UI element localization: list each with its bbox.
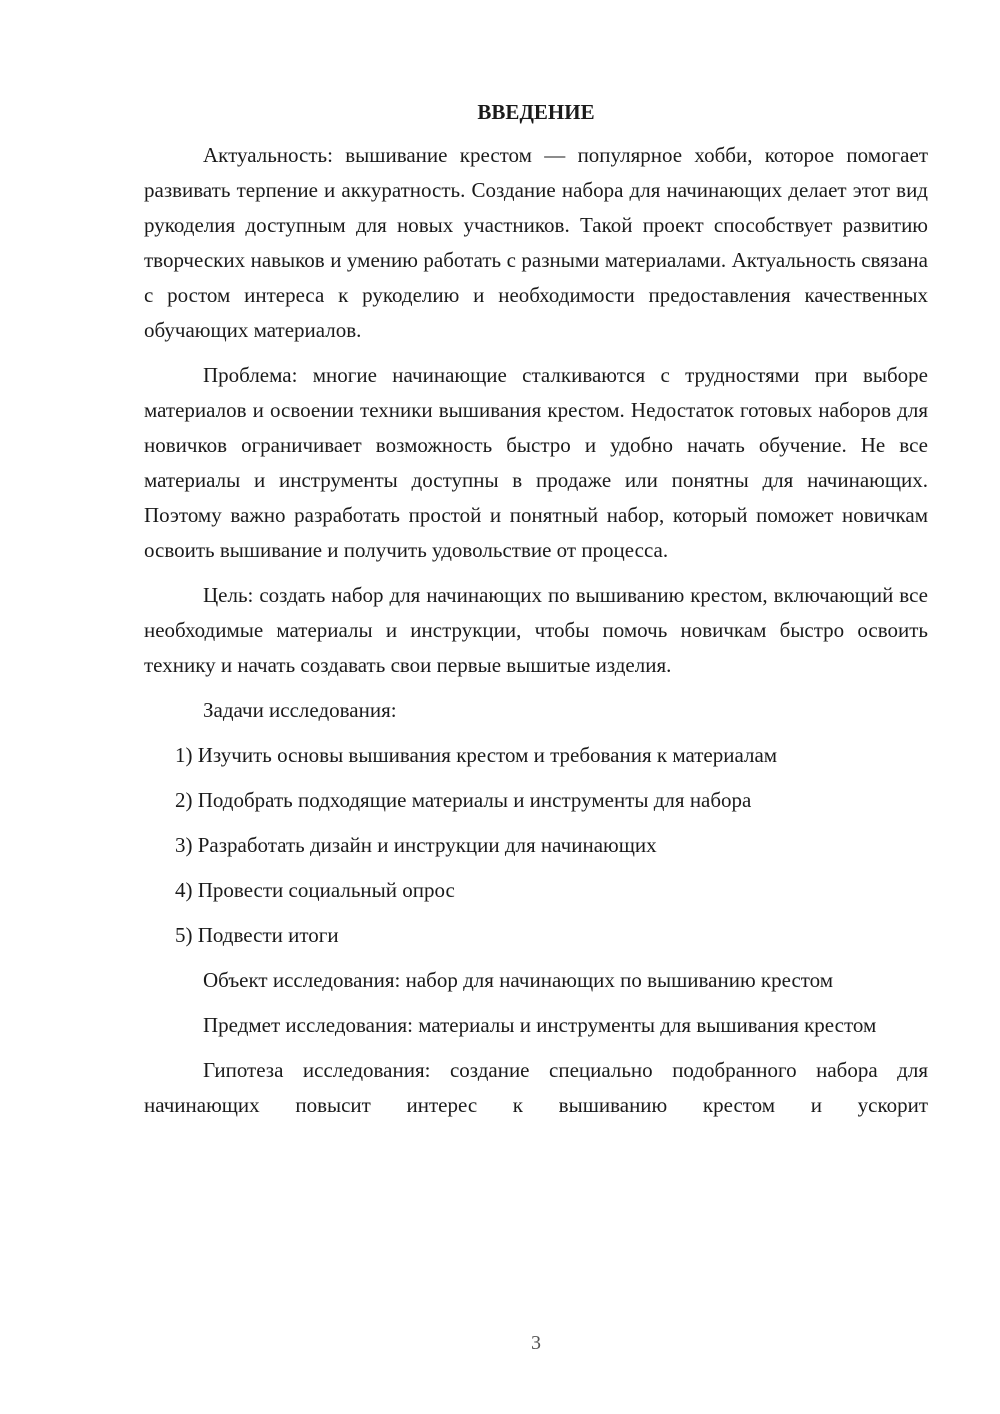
section-title: ВВЕДЕНИЕ <box>477 100 595 124</box>
relevance-paragraph: Актуальность: вышивание крестом — популярное хобби, которое помогает развивать терпение и аккуратность. Создание набора для начинающих делает этот вид рукоделия доступным для новых участников. Такой проект способствует развитию творческих навыков и умению работать с разными материалами. Актуальность связана с ростом интереса к рукоделию и необходимости предоставления качественных обучающих материалов. <box>144 143 928 342</box>
problem-paragraph: Проблема: многие начинающие сталкиваются с трудностями при выборе материалов и освоении техники вышивания крестом. Недостаток готовых наборов для новичков ограничивает возможность быстро и удобно начать обучение. Не все материалы и инструменты доступны в продаже или понятны для начинающих. Поэтому важно разработать простой и понятный набор, который поможет новичкам освоить вышивание и получить удовольствие от процесса. <box>144 363 928 562</box>
page-number: 3 <box>531 1332 541 1354</box>
hypothesis-paragraph: Гипотеза исследования: создание специально подобранного набора для начинающих повысит интерес к вышиванию крестом и ускорит <box>144 1058 928 1117</box>
object-paragraph: Объект исследования: набор для начинающих по вышиванию крестом <box>203 968 834 992</box>
list-item: 1) Изучить основы вышивания крестом и требования к материалам <box>175 743 778 767</box>
list-item: 5) Подвести итоги <box>175 923 339 947</box>
subject-paragraph: Предмет исследования: материалы и инструменты для вышивания крестом <box>203 1013 877 1037</box>
document-page <box>144 96 928 1133</box>
list-item: 2) Подобрать подходящие материалы и инструменты для набора <box>175 788 752 812</box>
tasks-list <box>144 738 928 953</box>
list-item: 3) Разработать дизайн и инструкции для начинающих <box>175 833 657 857</box>
tasks-heading: Задачи исследования: <box>203 698 397 722</box>
goal-paragraph: Цель: создать набор для начинающих по вышиванию крестом, включающий все необходимые материалы и инструкции, чтобы помочь новичкам быстро освоить технику и начать создавать свои первые вышитые изделия. <box>144 583 928 677</box>
list-item: 4) Провести социальный опрос <box>175 878 455 902</box>
